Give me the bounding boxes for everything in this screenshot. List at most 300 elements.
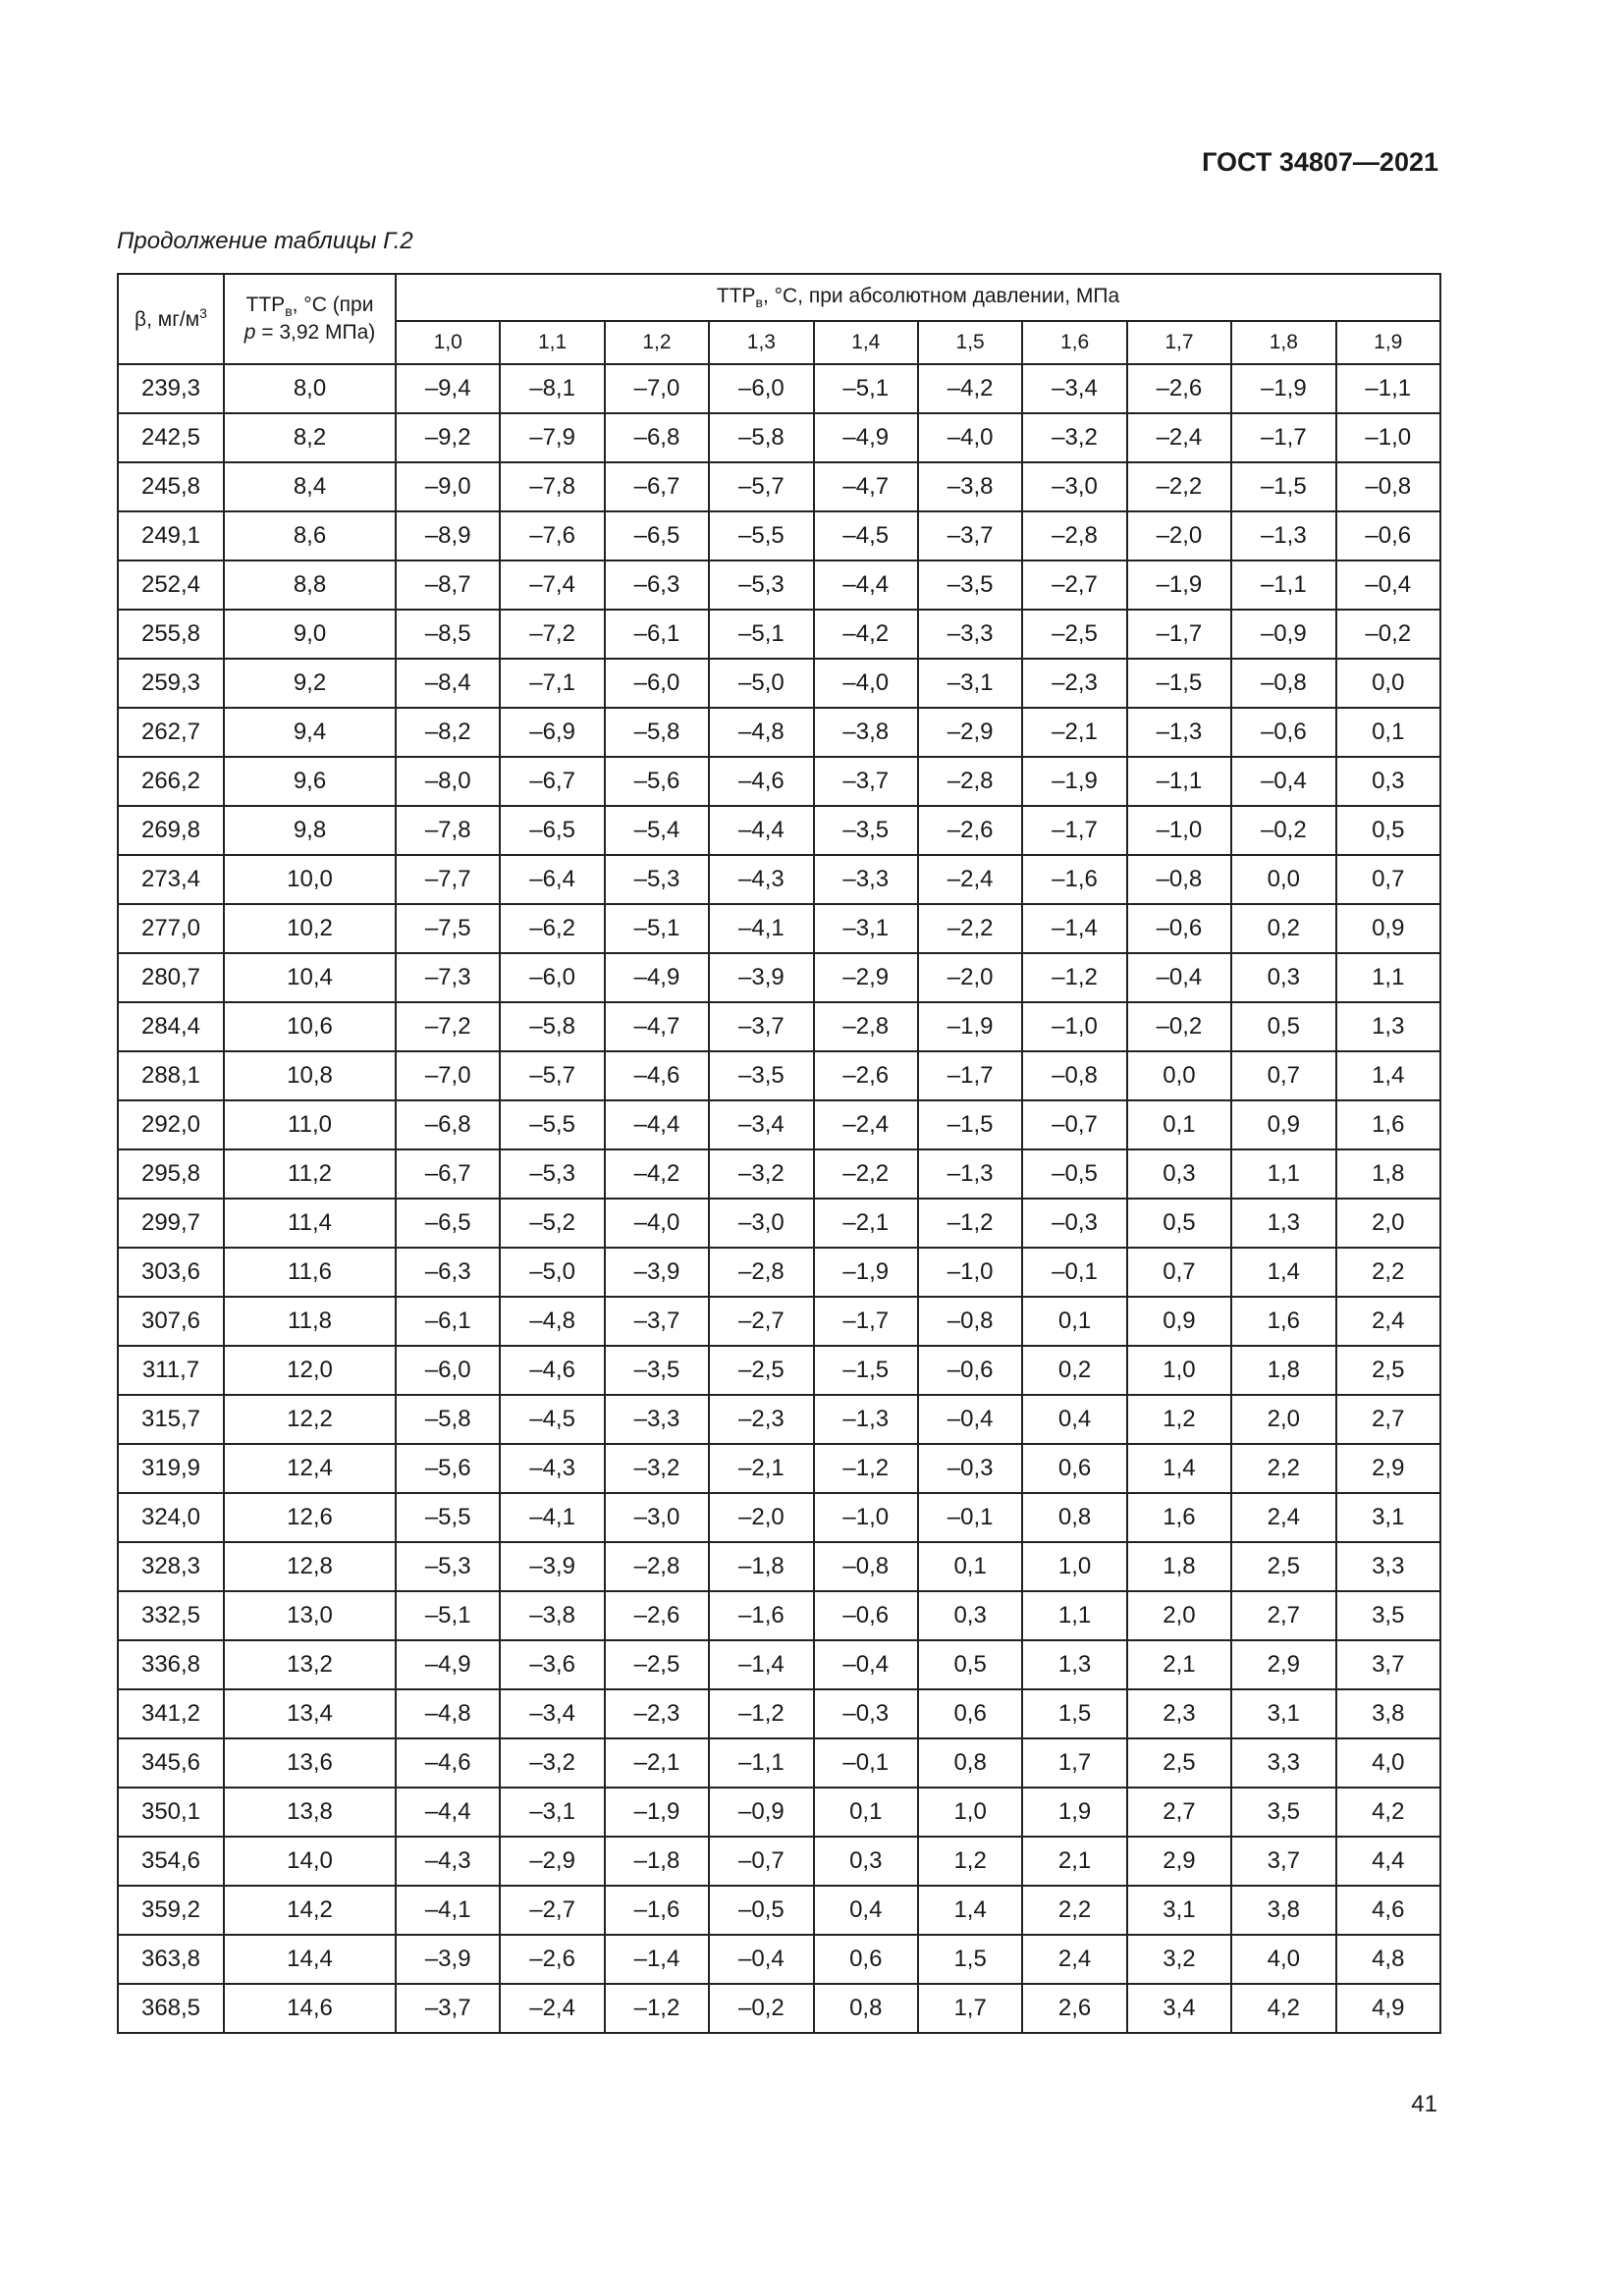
value-cell: –0,8 [814, 1542, 918, 1591]
value-cell: –3,9 [396, 1935, 500, 1984]
pressure-header-cell: 1,6 [1022, 321, 1126, 364]
value-cell: –3,9 [500, 1542, 604, 1591]
ttr-cell: 8,2 [224, 413, 396, 462]
value-cell: –6,5 [605, 511, 709, 561]
ttr-cell: 11,8 [224, 1297, 396, 1346]
value-cell: –1,0 [1127, 806, 1231, 855]
ttr-cell: 13,0 [224, 1591, 396, 1640]
ttr-cell: 12,4 [224, 1444, 396, 1493]
value-cell: –5,3 [709, 561, 813, 610]
table-row [118, 1935, 1440, 1984]
beta-cell: 299,7 [118, 1199, 224, 1248]
table-row [118, 511, 1440, 561]
value-cell: –3,8 [918, 462, 1022, 511]
ttr-cell: 10,4 [224, 953, 396, 1002]
table-row [118, 1738, 1440, 1788]
value-cell: 3,4 [1127, 1984, 1231, 2033]
value-cell: –1,1 [1127, 757, 1231, 806]
value-cell: –3,0 [709, 1199, 813, 1248]
value-cell: –0,4 [709, 1935, 813, 1984]
value-cell: –0,8 [1127, 855, 1231, 904]
value-cell: –4,6 [709, 757, 813, 806]
value-cell: –8,5 [396, 610, 500, 659]
table-row [118, 1002, 1440, 1051]
value-cell: –1,5 [1127, 659, 1231, 708]
value-cell: –6,1 [605, 610, 709, 659]
ttr-cell: 9,2 [224, 659, 396, 708]
value-cell: –0,8 [918, 1297, 1022, 1346]
value-cell: 0,6 [814, 1935, 918, 1984]
value-cell: –0,3 [918, 1444, 1022, 1493]
value-cell: 4,4 [1336, 1837, 1440, 1886]
value-cell: –4,1 [396, 1886, 500, 1935]
value-cell: –2,1 [709, 1444, 813, 1493]
beta-cell: 319,9 [118, 1444, 224, 1493]
value-cell: –2,5 [1022, 610, 1126, 659]
value-cell: –2,2 [918, 904, 1022, 953]
beta-cell: 252,4 [118, 561, 224, 610]
value-cell: 0,1 [814, 1788, 918, 1837]
beta-cell: 245,8 [118, 462, 224, 511]
value-cell: –9,0 [396, 462, 500, 511]
value-cell: –5,3 [396, 1542, 500, 1591]
value-cell: 0,2 [1231, 904, 1335, 953]
value-cell: –3,1 [814, 904, 918, 953]
value-cell: 0,0 [1336, 659, 1440, 708]
value-cell: –1,7 [1231, 413, 1335, 462]
table-caption: Продолжение таблицы Г.2 [117, 228, 413, 254]
value-cell: 1,8 [1336, 1149, 1440, 1199]
value-cell: 2,6 [1022, 1984, 1126, 2033]
value-cell: –1,7 [1127, 610, 1231, 659]
ttr-cell: 13,2 [224, 1640, 396, 1689]
beta-cell: 315,7 [118, 1395, 224, 1444]
value-cell: –6,8 [396, 1100, 500, 1149]
table-row [118, 1837, 1440, 1886]
value-cell: –2,9 [814, 953, 918, 1002]
value-cell: –0,1 [1022, 1248, 1126, 1297]
value-cell: –2,8 [918, 757, 1022, 806]
value-cell: –3,4 [500, 1689, 604, 1738]
value-cell: –9,4 [396, 364, 500, 413]
value-cell: –4,1 [500, 1493, 604, 1542]
ttr-cell: 14,6 [224, 1984, 396, 2033]
value-cell: –0,5 [709, 1886, 813, 1935]
value-cell: 0,5 [1231, 1002, 1335, 1051]
value-cell: –1,2 [605, 1984, 709, 2033]
value-cell: –2,4 [814, 1100, 918, 1149]
ttr-cell: 13,6 [224, 1738, 396, 1788]
value-cell: 3,8 [1231, 1886, 1335, 1935]
value-cell: –5,5 [709, 511, 813, 561]
value-cell: –3,7 [918, 511, 1022, 561]
value-cell: –7,6 [500, 511, 604, 561]
value-cell: –1,9 [1022, 757, 1126, 806]
value-cell: –3,2 [605, 1444, 709, 1493]
value-cell: 4,2 [1231, 1984, 1335, 2033]
ttr-cell: 9,6 [224, 757, 396, 806]
value-cell: –1,2 [918, 1199, 1022, 1248]
value-cell: –6,7 [605, 462, 709, 511]
value-cell: –4,7 [814, 462, 918, 511]
value-cell: 1,3 [1231, 1199, 1335, 1248]
value-cell: –1,3 [1127, 708, 1231, 757]
value-cell: 2,2 [1231, 1444, 1335, 1493]
value-cell: 0,0 [1127, 1051, 1231, 1100]
value-cell: –4,2 [814, 610, 918, 659]
value-cell: –7,2 [396, 1002, 500, 1051]
value-cell: –6,7 [500, 757, 604, 806]
value-cell: –0,4 [918, 1395, 1022, 1444]
ttr-cell: 14,2 [224, 1886, 396, 1935]
value-cell: –3,0 [605, 1493, 709, 1542]
value-cell: –2,0 [918, 953, 1022, 1002]
table-row [118, 364, 1440, 413]
value-cell: 1,0 [1022, 1542, 1126, 1591]
value-cell: –5,3 [605, 855, 709, 904]
beta-cell: 259,3 [118, 659, 224, 708]
value-cell: –2,4 [1127, 413, 1231, 462]
table-row [118, 1346, 1440, 1395]
ttr-column-header: $ТТР_в$, °С (при p = 3,92 МПа) [224, 274, 396, 364]
value-cell: –6,0 [605, 659, 709, 708]
value-cell: –2,1 [605, 1738, 709, 1788]
ttr-cell: 12,8 [224, 1542, 396, 1591]
value-cell: –3,6 [500, 1640, 604, 1689]
table-row [118, 1297, 1440, 1346]
value-cell: 1,5 [918, 1935, 1022, 1984]
table-row [118, 1689, 1440, 1738]
value-cell: –0,2 [1336, 610, 1440, 659]
ttr-cell: 8,4 [224, 462, 396, 511]
value-cell: –7,9 [500, 413, 604, 462]
value-cell: 1,3 [1336, 1002, 1440, 1051]
value-cell: –0,3 [814, 1689, 918, 1738]
value-cell: –0,7 [709, 1837, 813, 1886]
value-cell: 1,6 [1336, 1100, 1440, 1149]
value-cell: –3,5 [814, 806, 918, 855]
value-cell: 1,2 [1127, 1395, 1231, 1444]
value-cell: –5,8 [500, 1002, 604, 1051]
beta-column-header: β, $мг/м^3$ [118, 274, 224, 364]
value-cell: –7,8 [396, 806, 500, 855]
table-row [118, 413, 1440, 462]
value-cell: 2,4 [1022, 1935, 1126, 1984]
value-cell: 1,7 [1022, 1738, 1126, 1788]
ttr-cell: 9,0 [224, 610, 396, 659]
value-cell: 3,3 [1231, 1738, 1335, 1788]
table-row [118, 462, 1440, 511]
beta-cell: 295,8 [118, 1149, 224, 1199]
value-cell: 3,7 [1231, 1837, 1335, 1886]
value-cell: 2,7 [1127, 1788, 1231, 1837]
value-cell: –1,6 [605, 1886, 709, 1935]
value-cell: –1,3 [918, 1149, 1022, 1199]
ttr-cell: 8,0 [224, 364, 396, 413]
value-cell: –5,5 [500, 1100, 604, 1149]
value-cell: –0,7 [1022, 1100, 1126, 1149]
beta-cell: 336,8 [118, 1640, 224, 1689]
value-cell: 2,4 [1231, 1493, 1335, 1542]
value-cell: 0,3 [814, 1837, 918, 1886]
value-cell: 0,0 [1231, 855, 1335, 904]
value-cell: 0,7 [1127, 1248, 1231, 1297]
value-cell: –4,7 [605, 1002, 709, 1051]
ttr-cell: 13,4 [224, 1689, 396, 1738]
ttr-cell: 10,8 [224, 1051, 396, 1100]
value-cell: –4,4 [814, 561, 918, 610]
value-cell: –4,4 [709, 806, 813, 855]
value-cell: –3,3 [918, 610, 1022, 659]
table-row [118, 1051, 1440, 1100]
value-cell: –2,2 [1127, 462, 1231, 511]
beta-cell: 255,8 [118, 610, 224, 659]
pressure-header-cell: 1,3 [709, 321, 813, 364]
value-cell: –1,3 [814, 1395, 918, 1444]
value-cell: –1,0 [918, 1248, 1022, 1297]
value-cell: –8,7 [396, 561, 500, 610]
beta-cell: 239,3 [118, 364, 224, 413]
table-row [118, 806, 1440, 855]
value-cell: 2,9 [1231, 1640, 1335, 1689]
value-cell: –8,0 [396, 757, 500, 806]
value-cell: –4,5 [814, 511, 918, 561]
value-cell: –2,8 [814, 1002, 918, 1051]
value-cell: 0,8 [918, 1738, 1022, 1788]
value-cell: –4,3 [396, 1837, 500, 1886]
value-cell: 1,4 [918, 1886, 1022, 1935]
value-cell: –0,8 [1022, 1051, 1126, 1100]
value-cell: –7,1 [500, 659, 604, 708]
value-cell: –3,9 [605, 1248, 709, 1297]
beta-cell: 277,0 [118, 904, 224, 953]
ttr-cell: 10,2 [224, 904, 396, 953]
value-cell: –0,8 [1231, 659, 1335, 708]
value-cell: –6,0 [396, 1346, 500, 1395]
value-cell: 2,9 [1127, 1837, 1231, 1886]
value-cell: –4,2 [918, 364, 1022, 413]
value-cell: –7,0 [605, 364, 709, 413]
value-cell: –8,4 [396, 659, 500, 708]
value-cell: 4,2 [1336, 1788, 1440, 1837]
ttr-cell: 12,0 [224, 1346, 396, 1395]
value-cell: 4,0 [1336, 1738, 1440, 1788]
table-row [118, 1886, 1440, 1935]
value-cell: 2,7 [1231, 1591, 1335, 1640]
value-cell: 1,1 [1231, 1149, 1335, 1199]
beta-cell: 363,8 [118, 1935, 224, 1984]
value-cell: –6,8 [605, 413, 709, 462]
value-cell: –1,0 [814, 1493, 918, 1542]
value-cell: 2,3 [1127, 1689, 1231, 1738]
value-cell: 3,8 [1336, 1689, 1440, 1738]
value-cell: 0,8 [814, 1984, 918, 2033]
value-cell: –5,8 [396, 1395, 500, 1444]
beta-cell: 354,6 [118, 1837, 224, 1886]
value-cell: –5,2 [500, 1199, 604, 1248]
ttr-cell: 8,8 [224, 561, 396, 610]
value-cell: 0,3 [1336, 757, 1440, 806]
value-cell: –1,9 [1231, 364, 1335, 413]
value-cell: –3,5 [709, 1051, 813, 1100]
value-cell: 0,9 [1127, 1297, 1231, 1346]
value-cell: –3,7 [814, 757, 918, 806]
value-cell: –0,6 [814, 1591, 918, 1640]
value-cell: 2,7 [1336, 1395, 1440, 1444]
value-cell: 1,5 [1022, 1689, 1126, 1738]
table-row [118, 1542, 1440, 1591]
table-row [118, 708, 1440, 757]
value-cell: –3,7 [396, 1984, 500, 2033]
value-cell: –0,1 [814, 1738, 918, 1788]
value-cell: –2,4 [918, 855, 1022, 904]
value-cell: –2,4 [500, 1984, 604, 2033]
value-cell: 1,8 [1127, 1542, 1231, 1591]
value-cell: –3,3 [605, 1395, 709, 1444]
value-cell: –7,5 [396, 904, 500, 953]
value-cell: 0,9 [1231, 1100, 1335, 1149]
value-cell: –1,4 [1022, 904, 1126, 953]
beta-cell: 332,5 [118, 1591, 224, 1640]
beta-cell: 307,6 [118, 1297, 224, 1346]
table-row [118, 757, 1440, 806]
value-cell: –1,2 [709, 1689, 813, 1738]
beta-cell: 269,8 [118, 806, 224, 855]
value-cell: –1,7 [918, 1051, 1022, 1100]
ttr-cell: 12,6 [224, 1493, 396, 1542]
value-cell: 0,3 [1127, 1149, 1231, 1199]
value-cell: –4,8 [709, 708, 813, 757]
value-cell: –6,9 [500, 708, 604, 757]
table-row [118, 1788, 1440, 1837]
value-cell: 0,6 [1022, 1444, 1126, 1493]
ttr-cell: 11,0 [224, 1100, 396, 1149]
value-cell: –4,9 [814, 413, 918, 462]
table-row [118, 1493, 1440, 1542]
value-cell: 2,5 [1231, 1542, 1335, 1591]
value-cell: 0,3 [1231, 953, 1335, 1002]
pressure-header-cell: 1,1 [500, 321, 604, 364]
value-cell: –0,9 [1231, 610, 1335, 659]
value-cell: –3,4 [709, 1100, 813, 1149]
value-cell: 3,3 [1336, 1542, 1440, 1591]
value-cell: –3,8 [500, 1591, 604, 1640]
value-cell: 1,2 [918, 1837, 1022, 1886]
table-row [118, 1640, 1440, 1689]
value-cell: –2,5 [605, 1640, 709, 1689]
beta-cell: 273,4 [118, 855, 224, 904]
beta-cell: 262,7 [118, 708, 224, 757]
value-cell: –4,4 [605, 1100, 709, 1149]
value-cell: –4,0 [918, 413, 1022, 462]
value-cell: –1,9 [814, 1248, 918, 1297]
value-cell: –1,6 [709, 1591, 813, 1640]
value-cell: –2,7 [709, 1297, 813, 1346]
ttr-cell: 14,0 [224, 1837, 396, 1886]
beta-cell: 345,6 [118, 1738, 224, 1788]
value-cell: 3,1 [1336, 1493, 1440, 1542]
value-cell: –0,6 [1127, 904, 1231, 953]
pressure-header-cell: 1,0 [396, 321, 500, 364]
table-row [118, 855, 1440, 904]
value-cell: –0,5 [1022, 1149, 1126, 1199]
value-cell: –1,9 [605, 1788, 709, 1837]
value-cell: –6,0 [709, 364, 813, 413]
value-cell: –5,1 [814, 364, 918, 413]
value-cell: –2,6 [500, 1935, 604, 1984]
value-cell: –3,5 [605, 1346, 709, 1395]
value-cell: –1,1 [709, 1738, 813, 1788]
value-cell: –0,2 [1127, 1002, 1231, 1051]
table-row [118, 561, 1440, 610]
value-cell: 1,4 [1127, 1444, 1231, 1493]
value-cell: 0,4 [814, 1886, 918, 1935]
ttr-cell: 11,4 [224, 1199, 396, 1248]
table-row [118, 659, 1440, 708]
value-cell: 3,5 [1231, 1788, 1335, 1837]
value-cell: 2,5 [1127, 1738, 1231, 1788]
value-cell: –4,9 [396, 1640, 500, 1689]
value-cell: –1,5 [814, 1346, 918, 1395]
value-cell: –0,8 [1336, 462, 1440, 511]
document-code: ГОСТ 34807—2021 [1202, 147, 1438, 177]
value-cell: –3,5 [918, 561, 1022, 610]
beta-cell: 284,4 [118, 1002, 224, 1051]
value-cell: –2,9 [500, 1837, 604, 1886]
value-cell: –0,2 [1231, 806, 1335, 855]
ttr-cell: 10,0 [224, 855, 396, 904]
value-cell: –1,4 [709, 1640, 813, 1689]
value-cell: –0,3 [1022, 1199, 1126, 1248]
value-cell: –2,3 [1022, 659, 1126, 708]
value-cell: –2,8 [605, 1542, 709, 1591]
value-cell: –2,8 [709, 1248, 813, 1297]
value-cell: –1,0 [1336, 413, 1440, 462]
value-cell: –6,1 [396, 1297, 500, 1346]
pressure-group-header: $ТТР_в$, °С, при абсолютном давлении, МПа [396, 274, 1440, 321]
table-row [118, 1100, 1440, 1149]
value-cell: –3,9 [709, 953, 813, 1002]
value-cell: –4,3 [500, 1444, 604, 1493]
value-cell: –5,3 [500, 1149, 604, 1199]
value-cell: –0,6 [1231, 708, 1335, 757]
value-cell: 0,7 [1231, 1051, 1335, 1100]
value-cell: –2,1 [1022, 708, 1126, 757]
value-cell: –5,7 [500, 1051, 604, 1100]
value-cell: –4,6 [605, 1051, 709, 1100]
value-cell: –8,9 [396, 511, 500, 561]
value-cell: –2,7 [1022, 561, 1126, 610]
value-cell: –4,8 [396, 1689, 500, 1738]
value-cell: –5,6 [605, 757, 709, 806]
value-cell: –1,3 [1231, 511, 1335, 561]
beta-cell: 242,5 [118, 413, 224, 462]
value-cell: –1,5 [918, 1100, 1022, 1149]
value-cell: 0,5 [918, 1640, 1022, 1689]
value-cell: –6,5 [500, 806, 604, 855]
value-cell: –6,3 [605, 561, 709, 610]
data-table [117, 273, 1441, 2034]
table-row [118, 1248, 1440, 1297]
beta-cell: 266,2 [118, 757, 224, 806]
value-cell: –4,8 [500, 1297, 604, 1346]
value-cell: –1,0 [1022, 1002, 1126, 1051]
value-cell: 1,1 [1022, 1591, 1126, 1640]
value-cell: –1,2 [814, 1444, 918, 1493]
value-cell: 0,1 [1336, 708, 1440, 757]
value-cell: 2,2 [1022, 1886, 1126, 1935]
value-cell: –7,2 [500, 610, 604, 659]
